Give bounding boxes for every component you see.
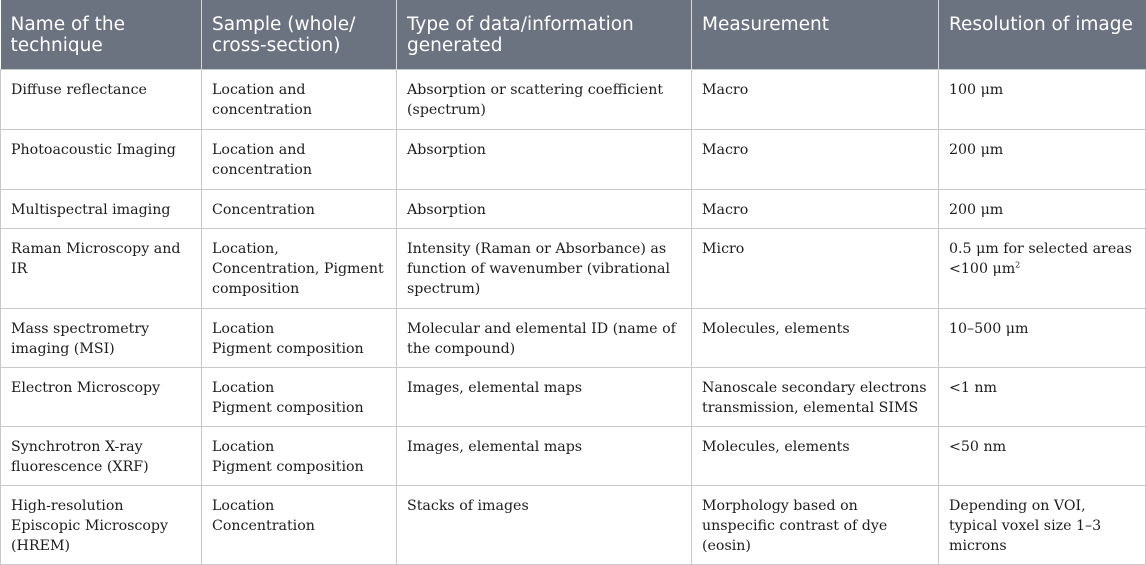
cell-measurement: Macro (692, 190, 939, 229)
cell-resolution: Depending on VOI, typical voxel size 1–3 microns (939, 486, 1146, 565)
cell-data-type: Absorption (397, 130, 692, 190)
cell-measurement: Nanoscale secondary electrons transmission, elemental SIMS (692, 368, 939, 427)
cell-technique: Photoacoustic Imaging (1, 130, 202, 190)
table-row (1, 309, 1146, 368)
cell-data-type: Absorption or scattering coefficient (spectrum) (397, 70, 692, 130)
cell-technique: Diffuse reflectance (1, 70, 202, 130)
table-row (1, 486, 1146, 565)
cell-sample: Location Pigment composition (202, 368, 397, 427)
cell-resolution (939, 229, 1146, 309)
header-resolution: Resolution of image (939, 0, 1146, 70)
superscript-two: 2 (1015, 260, 1021, 270)
cell-resolution: 200 μm (939, 130, 1146, 190)
cell-data-type: Images, elemental maps (397, 368, 692, 427)
cell-measurement: Macro (692, 70, 939, 130)
resolution-text: 0.5 μm for selected areas <100 μm (949, 241, 1132, 277)
cell-resolution: 200 μm (939, 190, 1146, 229)
cell-technique: Raman Microscopy and IR (1, 229, 202, 309)
cell-sample: Location and concentration (202, 70, 397, 130)
cell-technique: High-resolution Episcopic Microscopy (HREM) (1, 486, 202, 565)
cell-measurement: Micro (692, 229, 939, 309)
cell-sample: Location Pigment composition (202, 427, 397, 486)
table-row (1, 70, 1146, 130)
header-measurement: Measurement (692, 0, 939, 70)
cell-sample: Concentration (202, 190, 397, 229)
cell-resolution: 10–500 μm (939, 309, 1146, 368)
table-row (1, 427, 1146, 486)
cell-data-type: Images, elemental maps (397, 427, 692, 486)
cell-resolution: <50 nm (939, 427, 1146, 486)
cell-technique: Synchrotron X-ray fluorescence (XRF) (1, 427, 202, 486)
table-row (1, 229, 1146, 309)
table-row (1, 130, 1146, 190)
cell-technique: Mass spectrometry imaging (MSI) (1, 309, 202, 368)
cell-sample: Location and concentration (202, 130, 397, 190)
cell-sample: Location Pigment composition (202, 309, 397, 368)
header-data-type: Type of data/information generated (397, 0, 692, 70)
table-row (1, 190, 1146, 229)
cell-measurement: Macro (692, 130, 939, 190)
header-row (1, 0, 1146, 70)
cell-measurement: Molecules, elements (692, 427, 939, 486)
cell-data-type: Stacks of images (397, 486, 692, 565)
cell-measurement: Morphology based on unspecific contrast of dye (eosin) (692, 486, 939, 565)
cell-data-type: Molecular and elemental ID (name of the compound) (397, 309, 692, 368)
cell-resolution: 100 μm (939, 70, 1146, 130)
cell-sample: Location, Concentration, Pigment composition (202, 229, 397, 309)
header-technique: Name of the technique (1, 0, 202, 70)
cell-technique: Electron Microscopy (1, 368, 202, 427)
cell-resolution: <1 nm (939, 368, 1146, 427)
cell-sample: Location Concentration (202, 486, 397, 565)
cell-data-type: Intensity (Raman or Absorbance) as function of wavenumber (vibrational spectrum) (397, 229, 692, 309)
header-sample: Sample (whole/ cross-section) (202, 0, 397, 70)
cell-data-type: Absorption (397, 190, 692, 229)
table-row (1, 368, 1146, 427)
cell-measurement: Molecules, elements (692, 309, 939, 368)
cell-technique: Multispectral imaging (1, 190, 202, 229)
